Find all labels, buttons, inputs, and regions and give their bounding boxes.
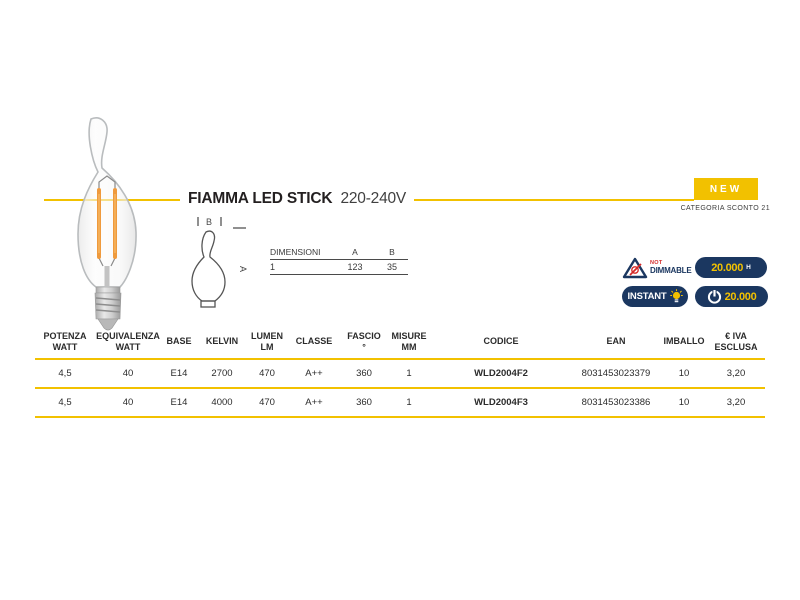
spec-cell: 470 [259,368,275,379]
spec-cell: 3,20 [726,397,746,408]
spec-cell: 1 [406,397,412,408]
dim-bulb-outline [192,231,225,301]
spec-table-row [35,360,765,389]
categoria-sconto-label: CATEGORIA SCONTO 21 [680,205,770,212]
dim-header-a: A [352,247,358,257]
dim-label-a: A [238,265,248,273]
spec-cell: 4,5 [58,397,72,408]
lifetime-hours-unit: H [746,264,751,271]
power-icon [707,289,722,304]
page-title [180,190,414,208]
dim-header-name: DIMENSIONI [270,247,321,257]
glass-bulb-shape [78,118,136,287]
spec-cell: 40 [122,368,134,379]
dim-header-b: B [389,247,395,257]
spec-header-cell: CLASSE [295,336,333,347]
spec-cell: A++ [305,397,323,408]
spec-cell: 470 [259,397,275,408]
dimensions-table [270,245,408,275]
spec-table-row [35,389,765,418]
spec-header-cell: EAN [606,336,626,347]
spec-cell: WLD2004F2 [474,368,528,379]
dim-base-outline [201,301,215,307]
spec-header-cell: € IVA ESCLUSA [714,330,758,352]
spec-cell: 360 [356,368,372,379]
not-dimmable-label [650,261,692,275]
spec-cell: E14 [170,368,188,379]
spec-cell: 360 [356,397,372,408]
spec-table [35,327,765,418]
switching-cycles-value: 20.000 [724,290,757,303]
lifetime-hours-badge [695,257,767,278]
not-dimmable-line2: DIMMABLE [650,265,692,275]
switching-cycles-badge [695,286,768,307]
spec-cell: 1 [406,368,412,379]
spec-cell: 8031453023386 [581,397,651,408]
spec-cell: 3,20 [726,368,746,379]
spec-header-cell: FASCIO ° [347,330,381,352]
new-badge: NEW [694,178,758,200]
spec-cell: WLD2004F3 [474,397,528,408]
not-dimmable-badge [622,257,695,279]
not-dimmable-line1: NOT [650,260,663,267]
lifetime-hours-value: 20.000 [711,261,744,274]
dim-label-b: B [205,217,213,227]
spec-header-cell: EQUIVALENZA WATT [96,330,160,352]
dim-value-a: 123 [347,262,363,272]
spec-cell: 8031453023379 [581,368,651,379]
spec-header-cell: CODICE [483,336,519,347]
spec-cell: 10 [678,397,690,408]
spec-cell: 10 [678,368,690,379]
spec-cell: 4,5 [58,368,72,379]
spec-header-cell: KELVIN [205,336,239,347]
dim-value-index: 1 [270,262,276,272]
dimensions-table-row [270,260,408,275]
spec-header-cell: LUMEN LM [251,330,283,352]
product-voltage: 220-240V [340,190,407,207]
spec-cell: E14 [170,397,188,408]
instant-on-badge [622,286,688,307]
spec-table-body [35,360,765,418]
glowing-bulb-icon [670,289,683,304]
spec-header-cell: POTENZA WATT [43,330,87,352]
product-name: FIAMMA LED STICK [188,190,333,207]
base-collar [96,287,120,293]
spec-header-cell: IMBALLO [663,336,705,347]
dim-value-b: 35 [386,262,397,272]
base-contact-tip [98,319,118,330]
spec-header-cell: MISURE MM [391,330,427,352]
spec-cell: 2700 [211,368,233,379]
warning-triangle-crossed-bulb-icon [622,257,648,279]
spec-cell: 40 [122,397,134,408]
spec-cell: 4000 [211,397,233,408]
instant-label: INSTANT [627,291,667,302]
bulb-product-image [58,116,180,334]
feature-badges [622,257,773,307]
dimensions-table-header [270,245,408,260]
spec-header-cell: BASE [166,336,192,347]
spec-cell: A++ [305,368,323,379]
dimension-drawing [176,214,254,308]
